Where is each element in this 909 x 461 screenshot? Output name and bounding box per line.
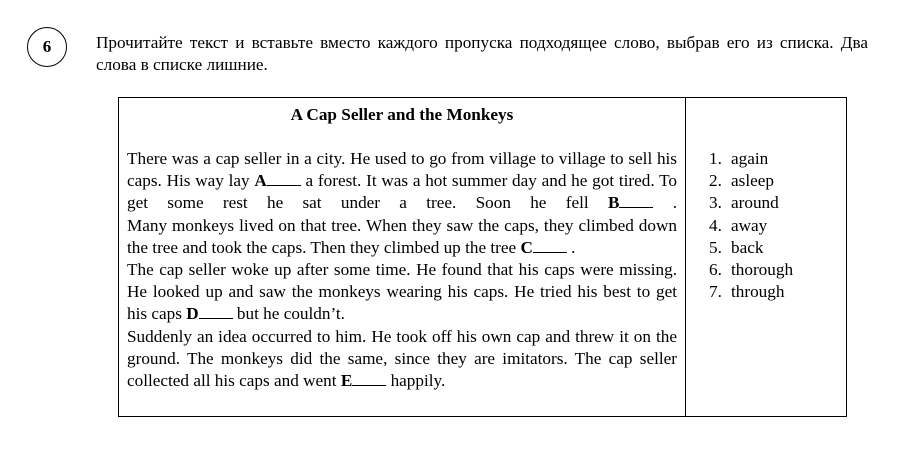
story-text-segment: There was a cap seller in a city. He used to go from village to village to sell his caps. His way lay <box>127 149 677 191</box>
story-text-segment: but he couldn’t. <box>232 304 345 324</box>
gap-line <box>199 303 233 319</box>
gap-c <box>520 238 566 257</box>
word-option <box>709 259 793 281</box>
word-option-word: again <box>731 149 769 168</box>
story-paragraph <box>127 259 677 326</box>
word-option <box>709 281 793 303</box>
word-options-list <box>709 148 793 303</box>
story-text-segment: happily. <box>386 371 446 391</box>
word-option-word: thorough <box>731 260 794 280</box>
gap-d <box>186 304 232 323</box>
gap-letter: B <box>607 193 620 213</box>
word-option <box>709 237 793 259</box>
story-paragraph <box>127 215 677 259</box>
gap-line <box>267 170 301 186</box>
word-option <box>709 192 793 214</box>
gap-letter: A <box>254 171 267 191</box>
gap-letter: C <box>520 237 533 257</box>
story-text-segment: Suddenly an idea occurred to him. He took off his own cap and threw it on the ground. The monkeys did the same, since they are imitators. The cap seller collected all his caps and went <box>127 326 677 391</box>
story-paragraph <box>127 148 677 215</box>
word-option <box>709 215 793 237</box>
word-option-word: away <box>731 215 768 235</box>
word-option-number: 5. <box>709 237 722 257</box>
gap-line <box>619 192 653 208</box>
story-text-segment: Many monkeys lived on that tree. When they saw the caps, they climbed down the tree and took the caps. Then they climbed up the tree <box>127 215 677 257</box>
word-option-number: 3. <box>709 193 722 213</box>
gap-a <box>254 171 300 190</box>
word-option-word: through <box>731 282 785 302</box>
task-table <box>118 97 847 417</box>
word-option-number: 7. <box>709 282 722 302</box>
story-text <box>127 148 677 392</box>
gap-e <box>341 371 386 390</box>
story-text-segment: The cap seller woke up after some time. He found that his caps were missing. He looked up and saw the monkeys wearing his caps. He tried his best to get his caps <box>127 260 677 324</box>
gap-letter: D <box>186 304 199 324</box>
column-divider <box>685 98 686 416</box>
gap-line <box>352 370 386 386</box>
gap-letter: E <box>340 371 353 391</box>
word-option-number: 6. <box>709 260 722 280</box>
word-option-word: back <box>731 237 764 257</box>
task-number: 6 <box>42 37 52 56</box>
story-text-segment: a forest. It was a hot summer day and he got tired. To get some rest he sat under a tree. Soon he fell <box>127 171 677 213</box>
story-text-segment: . <box>566 237 576 257</box>
word-option-number: 2. <box>709 171 722 191</box>
word-option-word: asleep <box>731 171 774 191</box>
word-option <box>709 170 793 192</box>
story-paragraph <box>127 326 677 393</box>
task-number-badge <box>27 27 67 67</box>
gap-line <box>533 237 567 253</box>
word-option-number: 1. <box>709 149 722 168</box>
word-option-word: around <box>731 193 779 213</box>
gap-b <box>608 193 653 212</box>
task-instruction: Прочитайте текст и вставьте вместо каждого пропуска подходящее слово, выбрав его из списка. Два слова в списке лишние. <box>96 33 868 74</box>
story-text-segment: . <box>653 193 677 213</box>
word-option-number: 4. <box>709 215 722 235</box>
word-option <box>709 148 793 170</box>
story-title: A Cap Seller and the Monkeys <box>290 105 514 124</box>
